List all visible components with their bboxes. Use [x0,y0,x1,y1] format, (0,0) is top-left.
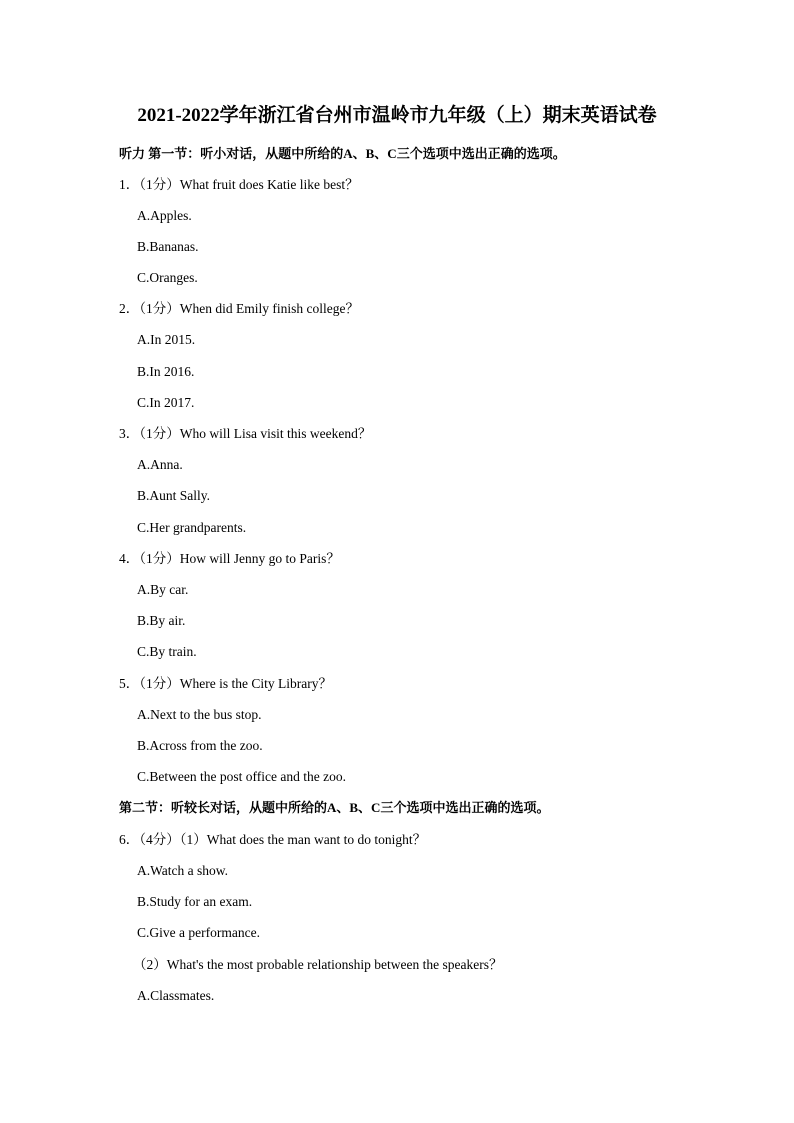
question-4-option-a: A.By car. [137,582,189,597]
section-heading-2: 第二节：听较长对话，从题中所给的A、B、C三个选项中选出正确的选项。 [119,800,550,815]
question-1-stem: 1．（1分）What fruit does Katie like best？ [119,177,359,192]
question-2-option-c: C.In 2017. [137,395,195,410]
question-1-option-b: B.Bananas. [137,239,199,254]
question-5-option-b: B.Across from the zoo. [137,738,263,753]
question-3-stem: 3．（1分）Who will Lisa visit this weekend？ [119,426,372,441]
question-2-stem: 2．（1分）When did Emily finish college？ [119,301,359,316]
question-3-option-b: B.Aunt Sally. [137,488,211,503]
section-heading-1: 听力 第一节：听小对话，从题中所给的A、B、C三个选项中选出正确的选项。 [119,146,566,161]
question-6-sub-2-stem: （2）What's the most probable relationship between the speakers？ [133,957,503,972]
question-4-option-b: B.By air. [137,613,186,628]
question-1-option-c: C.Oranges. [137,270,198,285]
question-4-option-c: C.By train. [137,644,197,659]
question-2-option-b: B.In 2016. [137,364,195,379]
question-6-option-c: C.Give a performance. [137,925,260,940]
question-6-sub-2-option-a: A.Classmates. [137,988,215,1003]
question-3-option-c: C.Her grandparents. [137,520,247,535]
question-3-option-a: A.Anna. [137,457,183,472]
question-4-stem: 4．（1分）How will Jenny go to Paris？ [119,551,340,566]
page-title: 2021-2022学年浙江省台州市温岭市九年级（上）期末英语试卷 [137,105,657,126]
question-6-option-a: A.Watch a show. [137,863,229,878]
question-6-stem: 6．（4分）（1）What does the man want to do tonight？ [119,832,427,847]
question-5-stem: 5．（1分）Where is the City Library？ [119,676,332,691]
question-5-option-c: C.Between the post office and the zoo. [137,769,346,784]
question-1-option-a: A.Apples. [137,208,192,223]
question-6-option-b: B.Study for an exam. [137,894,253,909]
question-5-option-a: A.Next to the bus stop. [137,707,262,722]
question-2-option-a: A.In 2015. [137,332,196,347]
